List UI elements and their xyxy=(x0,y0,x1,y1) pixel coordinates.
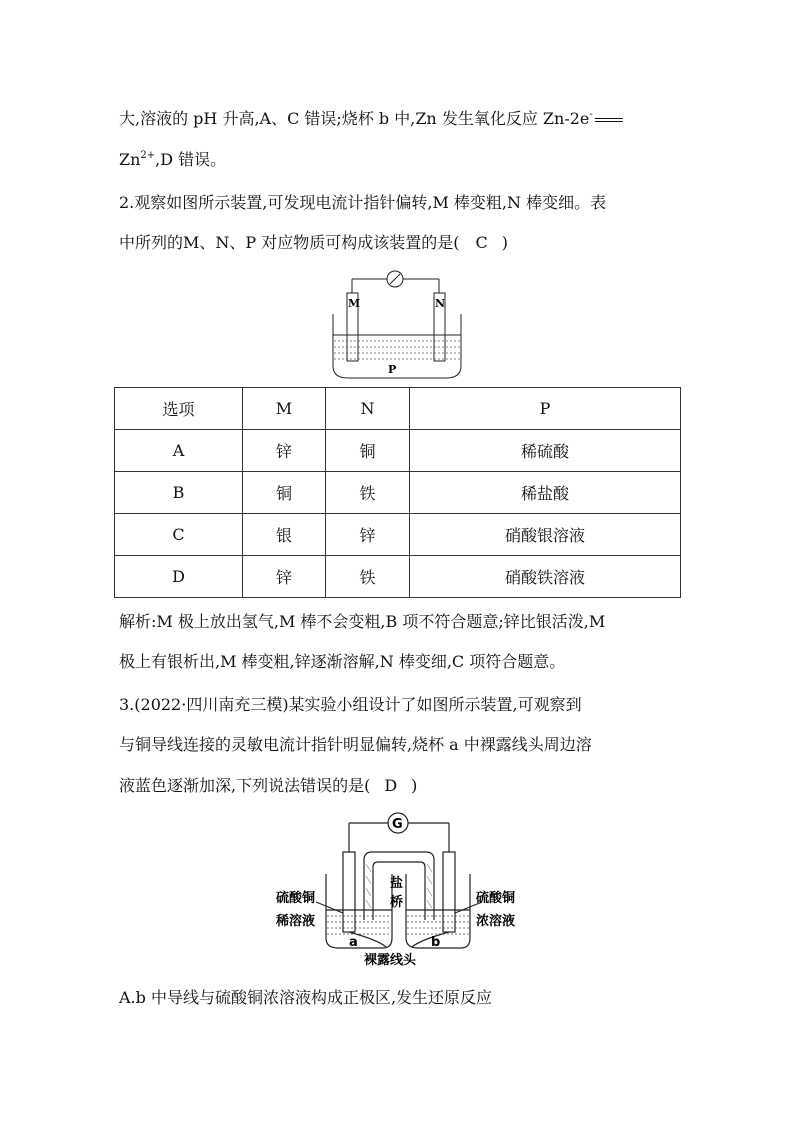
table-row xyxy=(115,472,681,514)
table-cell: B xyxy=(115,472,243,514)
electrode-right xyxy=(443,852,455,932)
right-solution-label-1: 硫酸铜 xyxy=(476,891,516,906)
table-cell: 锌 xyxy=(243,430,326,472)
table-cell: 锌 xyxy=(243,556,326,598)
equation-arrow xyxy=(595,118,623,122)
question-3-line-3: 液蓝色逐渐加深,下列说法错误的是( D ) xyxy=(119,776,418,795)
figure-2-salt-bridge-diagram xyxy=(268,812,530,968)
table-header-row xyxy=(115,388,681,430)
table-header: M xyxy=(243,388,326,430)
question-3-line-2: 与铜导线连接的灵敏电流计指针明显偏转,烧杯 a 中裸露线头周边溶 xyxy=(119,735,592,754)
meter-label: G xyxy=(392,817,403,832)
table-row xyxy=(115,556,681,598)
left-solution-label-2: 稀溶液 xyxy=(276,914,316,929)
table-header: P xyxy=(410,388,681,430)
label-m: M xyxy=(348,297,361,310)
question-3-line-1: 3.(2022·四川南充三模)某实验小组设计了如图所示装置,可观察到 xyxy=(119,695,582,714)
answer-3: D xyxy=(384,776,398,795)
question-2-line-2: 中所列的M、N、P 对应物质可构成该装置的是( C ) xyxy=(119,233,508,252)
label-p: P xyxy=(388,363,397,376)
salt-bridge-label-1: 盐 xyxy=(390,876,404,891)
label-n: N xyxy=(435,297,446,310)
table-header: 选项 xyxy=(115,388,243,430)
table-cell: 铜 xyxy=(326,430,410,472)
option-a: A.b 中导线与硫酸铜浓溶液构成正极区,发生还原反应 xyxy=(119,988,493,1007)
right-solution-label-2: 浓溶液 xyxy=(476,914,516,929)
exposed-wire-label: 裸露线头 xyxy=(364,953,417,968)
beaker-b-label: b xyxy=(431,935,441,950)
table-cell: 银 xyxy=(243,514,326,556)
table-cell: A xyxy=(115,430,243,472)
table-row xyxy=(115,430,681,472)
table-cell: 铜 xyxy=(243,472,326,514)
table-cell: 铁 xyxy=(326,472,410,514)
text-line-continued: 大,溶液的 pH 升高,A、C 错误;烧杯 b 中,Zn 发生氧化反应 Zn-2e- xyxy=(119,107,623,131)
analysis-line-2: 极上有银析出,M 棒变粗,锌逐渐溶解,N 棒变细,C 项符合题意。 xyxy=(119,652,566,671)
options-table xyxy=(114,387,681,598)
beaker-1 xyxy=(333,314,461,378)
salt-bridge-label-2: 桥 xyxy=(390,895,404,910)
table-header: N xyxy=(326,388,410,430)
question-2-line-1: 2.观察如图所示装置,可发现电流计指针偏转,M 棒变粗,N 棒变细。表 xyxy=(119,193,607,212)
table-cell: 硝酸银溶液 xyxy=(410,514,681,556)
table-cell: 硝酸铁溶液 xyxy=(410,556,681,598)
analysis-line-1: 解析:M 极上放出氢气,M 棒不会变粗,B 项不符合题意;锌比银活泼,M xyxy=(119,612,606,631)
left-solution-label-1: 硫酸铜 xyxy=(276,891,316,906)
answer-2: C xyxy=(475,233,488,252)
table-row xyxy=(115,514,681,556)
table-cell: D xyxy=(115,556,243,598)
table-cell: C xyxy=(115,514,243,556)
electrode-left xyxy=(343,852,355,932)
table-cell: 铁 xyxy=(326,556,410,598)
text-line-continued-2: $Zn^{2+},D$ 错误。 xyxy=(119,150,227,169)
beaker-a xyxy=(326,874,392,948)
figure-1-cell-diagram xyxy=(330,270,464,382)
table-cell: 锌 xyxy=(326,514,410,556)
table-cell: 稀硫酸 xyxy=(410,430,681,472)
beaker-a-label: a xyxy=(349,935,358,950)
table-cell: 稀盐酸 xyxy=(410,472,681,514)
